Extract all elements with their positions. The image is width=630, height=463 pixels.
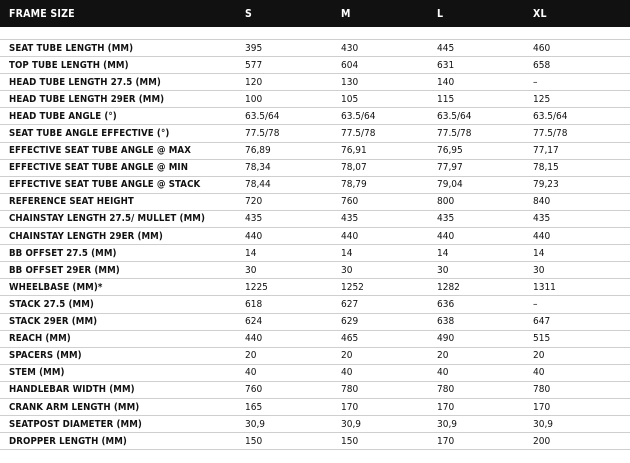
table-row	[0, 228, 630, 245]
value-m: 150	[341, 435, 359, 447]
value-l: 63.5/64	[437, 110, 472, 122]
value-m: 1252	[341, 281, 364, 293]
value-xl: 14	[533, 247, 545, 259]
row-label: REACH (MM)	[9, 333, 71, 345]
value-l: 638	[437, 316, 455, 328]
value-s: 78,34	[245, 162, 271, 174]
value-s: 120	[245, 76, 263, 88]
value-m: 78,79	[341, 179, 367, 191]
value-s: 1225	[245, 281, 268, 293]
value-xl: 20	[533, 350, 545, 362]
table-row	[0, 279, 630, 296]
value-s: 30,9	[245, 418, 266, 430]
value-s: 577	[245, 59, 263, 71]
table-row	[0, 125, 630, 142]
value-m: 170	[341, 401, 359, 413]
value-m: 440	[341, 230, 359, 242]
value-s: 440	[245, 230, 263, 242]
value-xl: 170	[533, 401, 551, 413]
table-row	[0, 296, 630, 313]
value-xl: 1311	[533, 281, 556, 293]
value-m: 627	[341, 298, 359, 310]
row-label: SEAT TUBE LENGTH (MM)	[9, 42, 134, 54]
value-m: 20	[341, 350, 353, 362]
value-s: 435	[245, 213, 263, 225]
value-l: 1282	[437, 281, 460, 293]
table-row	[0, 245, 630, 262]
value-m: 14	[341, 247, 353, 259]
value-xl: –	[533, 76, 538, 88]
value-xl: 30,9	[533, 418, 554, 430]
value-s: 100	[245, 93, 263, 105]
value-m: 78,07	[341, 162, 367, 174]
value-l: 440	[437, 230, 455, 242]
row-label: SEATPOST DIAMETER (MM)	[9, 418, 142, 430]
table-row	[0, 314, 630, 331]
value-m: 604	[341, 59, 359, 71]
value-s: 78,44	[245, 179, 271, 191]
value-xl: 63.5/64	[533, 110, 568, 122]
header-size-xl: XL	[533, 7, 547, 20]
value-l: 30	[437, 264, 449, 276]
value-m: 435	[341, 213, 359, 225]
row-label: CHAINSTAY LENGTH 29ER (MM)	[9, 230, 163, 242]
table-row	[0, 382, 630, 399]
value-l: 490	[437, 333, 455, 345]
value-s: 165	[245, 401, 263, 413]
row-label: SEAT TUBE ANGLE EFFECTIVE (°)	[9, 128, 170, 140]
table-row	[0, 262, 630, 279]
row-label: EFFECTIVE SEAT TUBE ANGLE @ STACK	[9, 179, 201, 191]
value-m: 105	[341, 93, 359, 105]
row-label: SPACERS (MM)	[9, 350, 82, 362]
value-l: 30,9	[437, 418, 458, 430]
table-row	[0, 160, 630, 177]
table-row	[0, 399, 630, 416]
value-s: 150	[245, 435, 263, 447]
value-xl: 78,15	[533, 162, 559, 174]
row-label: REFERENCE SEAT HEIGHT	[9, 196, 134, 208]
value-xl: 125	[533, 93, 551, 105]
value-xl: 440	[533, 230, 551, 242]
value-l: 115	[437, 93, 455, 105]
row-label: STACK 27.5 (MM)	[9, 298, 94, 310]
value-l: 14	[437, 247, 449, 259]
table-row	[0, 108, 630, 125]
value-l: 170	[437, 401, 455, 413]
value-m: 465	[341, 333, 359, 345]
value-xl: 515	[533, 333, 551, 345]
value-l: 76,95	[437, 145, 463, 157]
value-l: 780	[437, 384, 455, 396]
value-s: 624	[245, 316, 263, 328]
row-label: WHEELBASE (MM)*	[9, 281, 103, 293]
row-label: DROPPER LENGTH (MM)	[9, 435, 127, 447]
value-xl: 780	[533, 384, 551, 396]
header-size-m: M	[341, 7, 351, 20]
row-label: HEAD TUBE ANGLE (°)	[9, 110, 117, 122]
table-row	[0, 143, 630, 160]
value-l: 140	[437, 76, 455, 88]
table-row	[0, 194, 630, 211]
header-size-l: L	[437, 7, 444, 20]
header-size-s: S	[245, 7, 253, 20]
value-s: 618	[245, 298, 263, 310]
row-label: TOP TUBE LENGTH (MM)	[9, 59, 129, 71]
table-row	[0, 211, 630, 228]
row-label: STEM (MM)	[9, 367, 65, 379]
value-m: 76,91	[341, 145, 367, 157]
value-xl: 79,23	[533, 179, 559, 191]
value-l: 77,97	[437, 162, 463, 174]
row-label: BB OFFSET 27.5 (MM)	[9, 247, 117, 259]
value-s: 760	[245, 384, 263, 396]
value-s: 440	[245, 333, 263, 345]
table-row	[0, 365, 630, 382]
table-row	[0, 40, 630, 57]
table-header	[0, 0, 630, 27]
value-xl: 40	[533, 367, 545, 379]
value-s: 40	[245, 367, 257, 379]
value-l: 40	[437, 367, 449, 379]
value-xl: 460	[533, 42, 551, 54]
value-m: 40	[341, 367, 353, 379]
table-row	[0, 433, 630, 450]
header-spacer	[0, 27, 630, 40]
table-row	[0, 177, 630, 194]
value-l: 435	[437, 213, 455, 225]
value-xl: 200	[533, 435, 551, 447]
value-xl: 647	[533, 316, 551, 328]
value-xl: 840	[533, 196, 551, 208]
value-m: 77.5/78	[341, 128, 376, 140]
value-m: 430	[341, 42, 359, 54]
row-label: STACK 29ER (MM)	[9, 316, 98, 328]
value-m: 30	[341, 264, 353, 276]
value-l: 636	[437, 298, 455, 310]
value-s: 76,89	[245, 145, 271, 157]
value-xl: 77,17	[533, 145, 559, 157]
header-frame-size: FRAME SIZE	[9, 7, 75, 20]
value-xl: –	[533, 298, 538, 310]
value-s: 395	[245, 42, 263, 54]
table-row	[0, 348, 630, 365]
row-label: BB OFFSET 29ER (MM)	[9, 264, 120, 276]
value-xl: 77.5/78	[533, 128, 568, 140]
value-s: 30	[245, 264, 257, 276]
row-label: HANDLEBAR WIDTH (MM)	[9, 384, 135, 396]
value-l: 631	[437, 59, 455, 71]
table-row	[0, 74, 630, 91]
value-xl: 658	[533, 59, 551, 71]
value-xl: 30	[533, 264, 545, 276]
value-l: 170	[437, 435, 455, 447]
value-l: 445	[437, 42, 455, 54]
value-m: 629	[341, 316, 359, 328]
table-row	[0, 91, 630, 108]
value-m: 130	[341, 76, 359, 88]
row-label: HEAD TUBE LENGTH 27.5 (MM)	[9, 76, 161, 88]
value-s: 14	[245, 247, 257, 259]
value-m: 760	[341, 196, 359, 208]
value-s: 77.5/78	[245, 128, 280, 140]
value-l: 800	[437, 196, 455, 208]
value-l: 77.5/78	[437, 128, 472, 140]
value-s: 63.5/64	[245, 110, 280, 122]
value-s: 720	[245, 196, 263, 208]
value-m: 30,9	[341, 418, 362, 430]
row-label: HEAD TUBE LENGTH 29ER (MM)	[9, 93, 165, 105]
table-body	[0, 40, 630, 450]
value-m: 63.5/64	[341, 110, 376, 122]
row-label: CRANK ARM LENGTH (MM)	[9, 401, 140, 413]
value-s: 20	[245, 350, 257, 362]
table-row	[0, 331, 630, 348]
table-row	[0, 57, 630, 74]
table-row	[0, 416, 630, 433]
value-xl: 435	[533, 213, 551, 225]
row-label: CHAINSTAY LENGTH 27.5/ MULLET (MM)	[9, 213, 205, 225]
row-label: EFFECTIVE SEAT TUBE ANGLE @ MAX	[9, 145, 191, 157]
row-label: EFFECTIVE SEAT TUBE ANGLE @ MIN	[9, 162, 189, 174]
value-l: 79,04	[437, 179, 463, 191]
value-m: 780	[341, 384, 359, 396]
value-l: 20	[437, 350, 449, 362]
